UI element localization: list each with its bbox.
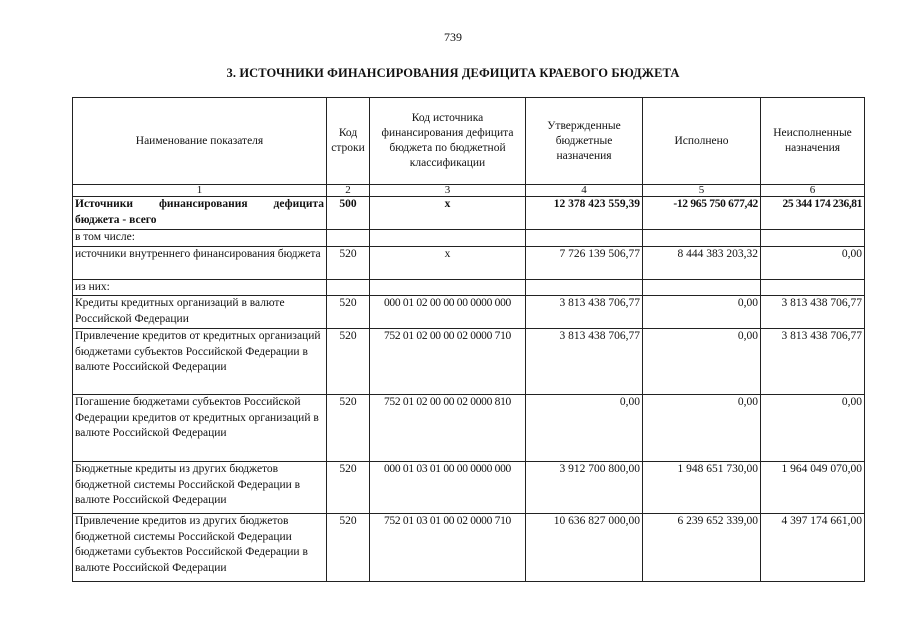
row-approved: 3 813 438 706,77 [526, 329, 643, 395]
table-row [73, 329, 865, 395]
column-number: 4 [526, 185, 643, 197]
row-line-code: 520 [327, 462, 370, 514]
row-unexecuted: 0,00 [761, 246, 865, 279]
column-number: 3 [370, 185, 526, 197]
document-title: 3. ИСТОЧНИКИ ФИНАНСИРОВАНИЯ ДЕФИЦИТА КРАЕВОГО БЮДЖЕТА [226, 66, 680, 80]
row-name: источники внутреннего финансирования бюджета [73, 246, 327, 279]
row-source-code: 752 01 02 00 00 02 0000 810 [370, 395, 526, 462]
row-executed: 8 444 383 203,32 [643, 246, 761, 279]
row-name: Бюджетные кредиты из других бюджетов бюджетной системы Российской Федерации в валюте Российской Федерации [73, 462, 327, 514]
row-executed: 6 239 652 339,00 [643, 514, 761, 582]
row-source-code: 752 01 02 00 00 02 0000 710 [370, 329, 526, 395]
row-executed [643, 230, 761, 247]
header-approved: Утвержденные бюджетные назначения [526, 98, 643, 185]
row-line-code: 520 [327, 296, 370, 329]
row-name: Привлечение кредитов из других бюджетов бюджетной системы Российской Федерации бюджетами субъектов Российской Федерации в валюте Российской Федерации [73, 514, 327, 582]
column-number-row [73, 185, 865, 197]
row-line-code: 520 [327, 514, 370, 582]
table-row [73, 514, 865, 582]
row-source-code: 000 01 03 01 00 00 0000 000 [370, 462, 526, 514]
row-line-code [327, 230, 370, 247]
row-executed: 0,00 [643, 395, 761, 462]
row-executed: -12 965 750 677,42 [643, 197, 761, 230]
column-number: 6 [761, 185, 865, 197]
header-unexecuted: Неисполненные назначения [761, 98, 865, 185]
row-name: в том числе: [73, 230, 327, 247]
row-name: Привлечение кредитов от кредитных организаций бюджетами субъектов Российской Федерации в валюте Российской Федерации [73, 329, 327, 395]
row-unexecuted [761, 230, 865, 247]
financing-sources-table [72, 97, 865, 582]
table-row [73, 296, 865, 329]
header-executed: Исполнено [643, 98, 761, 185]
table-row [73, 230, 865, 247]
row-unexecuted: 1 964 049 070,00 [761, 462, 865, 514]
row-unexecuted: 4 397 174 661,00 [761, 514, 865, 582]
table-row [73, 395, 865, 462]
table-row [73, 462, 865, 514]
row-line-code: 500 [327, 197, 370, 230]
row-unexecuted: 3 813 438 706,77 [761, 329, 865, 395]
row-source-code: x [370, 197, 526, 230]
table-header-row [73, 98, 865, 185]
row-approved: 7 726 139 506,77 [526, 246, 643, 279]
row-source-code [370, 279, 526, 296]
row-approved [526, 230, 643, 247]
row-source-code: x [370, 246, 526, 279]
row-source-code [370, 230, 526, 247]
row-source-code: 752 01 03 01 00 02 0000 710 [370, 514, 526, 582]
row-approved [526, 279, 643, 296]
table-row [73, 197, 865, 230]
column-number: 5 [643, 185, 761, 197]
row-approved: 10 636 827 000,00 [526, 514, 643, 582]
row-approved: 0,00 [526, 395, 643, 462]
row-executed: 0,00 [643, 296, 761, 329]
column-number: 2 [327, 185, 370, 197]
row-name: Кредиты кредитных организаций в валюте Российской Федерации [73, 296, 327, 329]
header-source-code: Код источника финансирования дефицита бюджета по бюджетной классификации [370, 98, 526, 185]
row-line-code: 520 [327, 395, 370, 462]
row-line-code [327, 279, 370, 296]
row-executed: 0,00 [643, 329, 761, 395]
row-name: Источники финансирования дефицита бюджета - всего [73, 197, 327, 230]
row-unexecuted [761, 279, 865, 296]
row-executed [643, 279, 761, 296]
row-line-code: 520 [327, 246, 370, 279]
header-line-code: Код строки [327, 98, 370, 185]
header-name: Наименование показателя [73, 98, 327, 185]
row-unexecuted: 3 813 438 706,77 [761, 296, 865, 329]
row-unexecuted: 25 344 174 236,81 [761, 197, 865, 230]
table-row [73, 279, 865, 296]
page-number: 739 [444, 30, 462, 44]
row-executed: 1 948 651 730,00 [643, 462, 761, 514]
row-name: Погашение бюджетами субъектов Российской Федерации кредитов от кредитных организаций в валюте Российской Федерации [73, 395, 327, 462]
row-source-code: 000 01 02 00 00 00 0000 000 [370, 296, 526, 329]
row-approved: 3 912 700 800,00 [526, 462, 643, 514]
row-approved: 3 813 438 706,77 [526, 296, 643, 329]
table-row [73, 246, 865, 279]
row-line-code: 520 [327, 329, 370, 395]
row-approved: 12 378 423 559,39 [526, 197, 643, 230]
row-name: из них: [73, 279, 327, 296]
column-number: 1 [73, 185, 327, 197]
row-unexecuted: 0,00 [761, 395, 865, 462]
